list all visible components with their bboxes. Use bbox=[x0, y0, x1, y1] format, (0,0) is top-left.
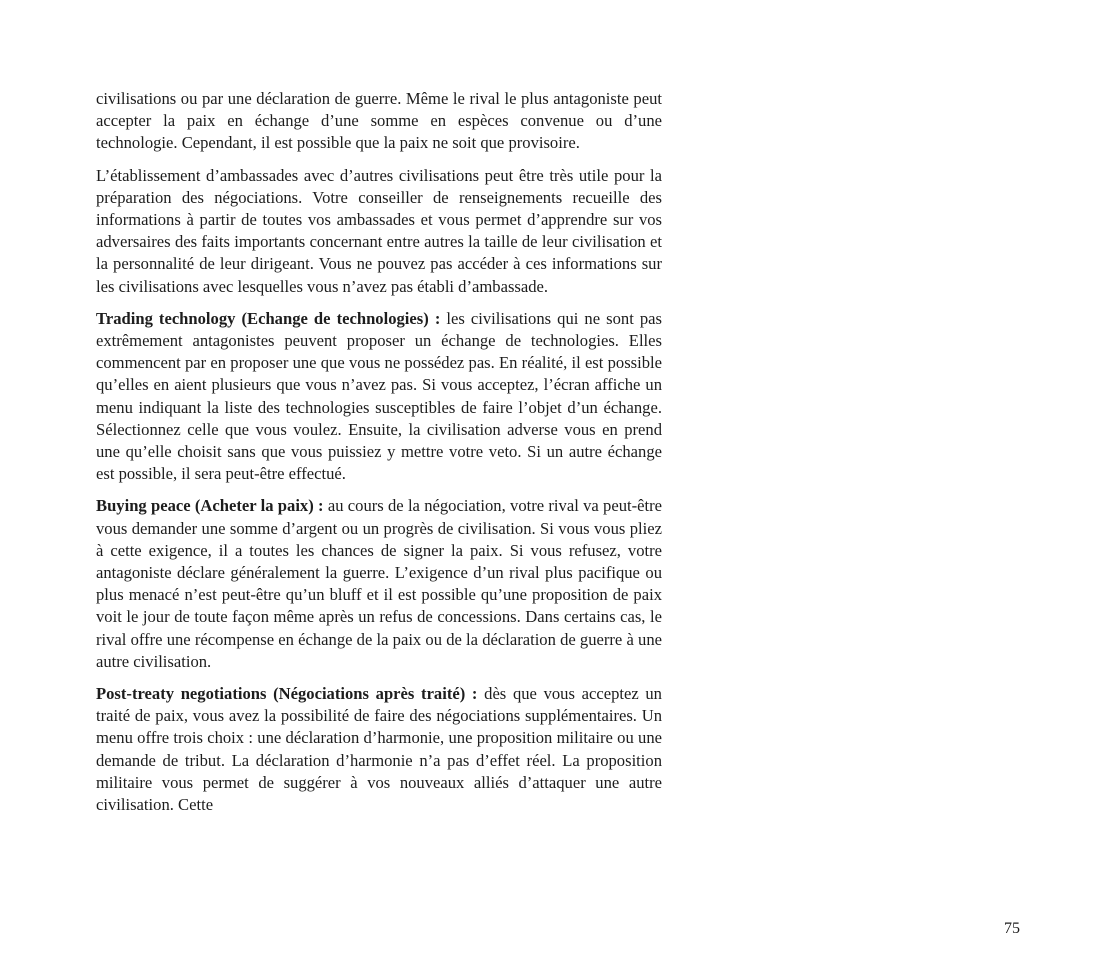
paragraph-text: L’établissement d’ambassades avec d’autres civilisations peut être très utile pour la préparation des négociations. Votre conseiller de renseignements recueille des informations à partir de toutes vos ambassades et vous permet d’apprendre sur vos adversaires des faits importants concernant entre autres la taille de leur civilisation et la personnalité de leur dirigeant. Vous ne pouvez pas accéder à ces informations sur les civilisations avec lesquelles vous n’avez pas établi d’ambassade. bbox=[96, 165, 662, 296]
paragraph-text: dès que vous acceptez un traité de paix, vous avez la possibilité de faire des négociations supplémentaires. Un menu offre trois choix : une déclaration d’harmonie, une proposition militaire ou une demande de tribut. La déclaration d’harmonie n’a pas d’effet réel. La proposition militaire vous permet de suggérer à vos nouveaux alliés d’attaquer une autre civilisation. Cette bbox=[96, 684, 662, 815]
paragraph-embassies bbox=[96, 165, 662, 298]
paragraph-peace-intro bbox=[96, 88, 662, 155]
paragraph-text: au cours de la négociation, votre rival va peut-être vous demander une somme d’argent ou un progrès de civilisation. Si vous vous pliez à cette exigence, il a toutes les chances de signer la paix. Si vous refusez, votre antagoniste déclare généralement la guerre. L’exigence d’un rival plus pacifique ou plus menacé n’est peut-être qu’un bluff et il est possible qu’une proposition de paix voit le jour de toute façon même après un refus de concessions. Dans certains cas, le rival offre une récompense en échange de la paix ou de la déclaration de guerre à une autre civilisation. bbox=[96, 496, 662, 671]
paragraph-heading: Buying peace (Acheter la paix) : bbox=[96, 496, 324, 516]
paragraph-buying-peace bbox=[96, 495, 662, 673]
paragraph-text: civilisations ou par une déclaration de guerre. Même le rival le plus antagoniste peut accepter la paix en échange d’une somme en espèces convenue ou d’une technologie. Cependant, il est possible que la paix ne soit que provisoire. bbox=[96, 89, 662, 153]
paragraph-post-treaty bbox=[96, 683, 662, 816]
paragraph-trading-technology bbox=[96, 308, 662, 486]
page-number: 75 bbox=[1004, 920, 1020, 937]
paragraph-text: les civilisations qui ne sont pas extrêmement antagonistes peuvent proposer un échange de technologies. Elles commencent par en proposer une que vous ne possédez pas. En réalité, il est possible qu’elles en aient plusieurs que vous n’avez pas. Si vous acceptez, l’écran affiche un menu indiquant la liste des technologies susceptibles de faire l’objet d’un échange. Sélectionnez celle que vous voulez. Ensuite, la civilisation adverse vous en prend une qu’elle choisit sans que vous puissiez y mettre votre veto. Si un autre échange est possible, il sera peut-être effectué. bbox=[96, 308, 662, 484]
page-body bbox=[96, 88, 662, 826]
paragraph-heading: Post-treaty negotiations (Négociations après traité) : bbox=[96, 684, 478, 704]
paragraph-heading: Trading technology (Echange de technologies) : bbox=[96, 308, 441, 328]
